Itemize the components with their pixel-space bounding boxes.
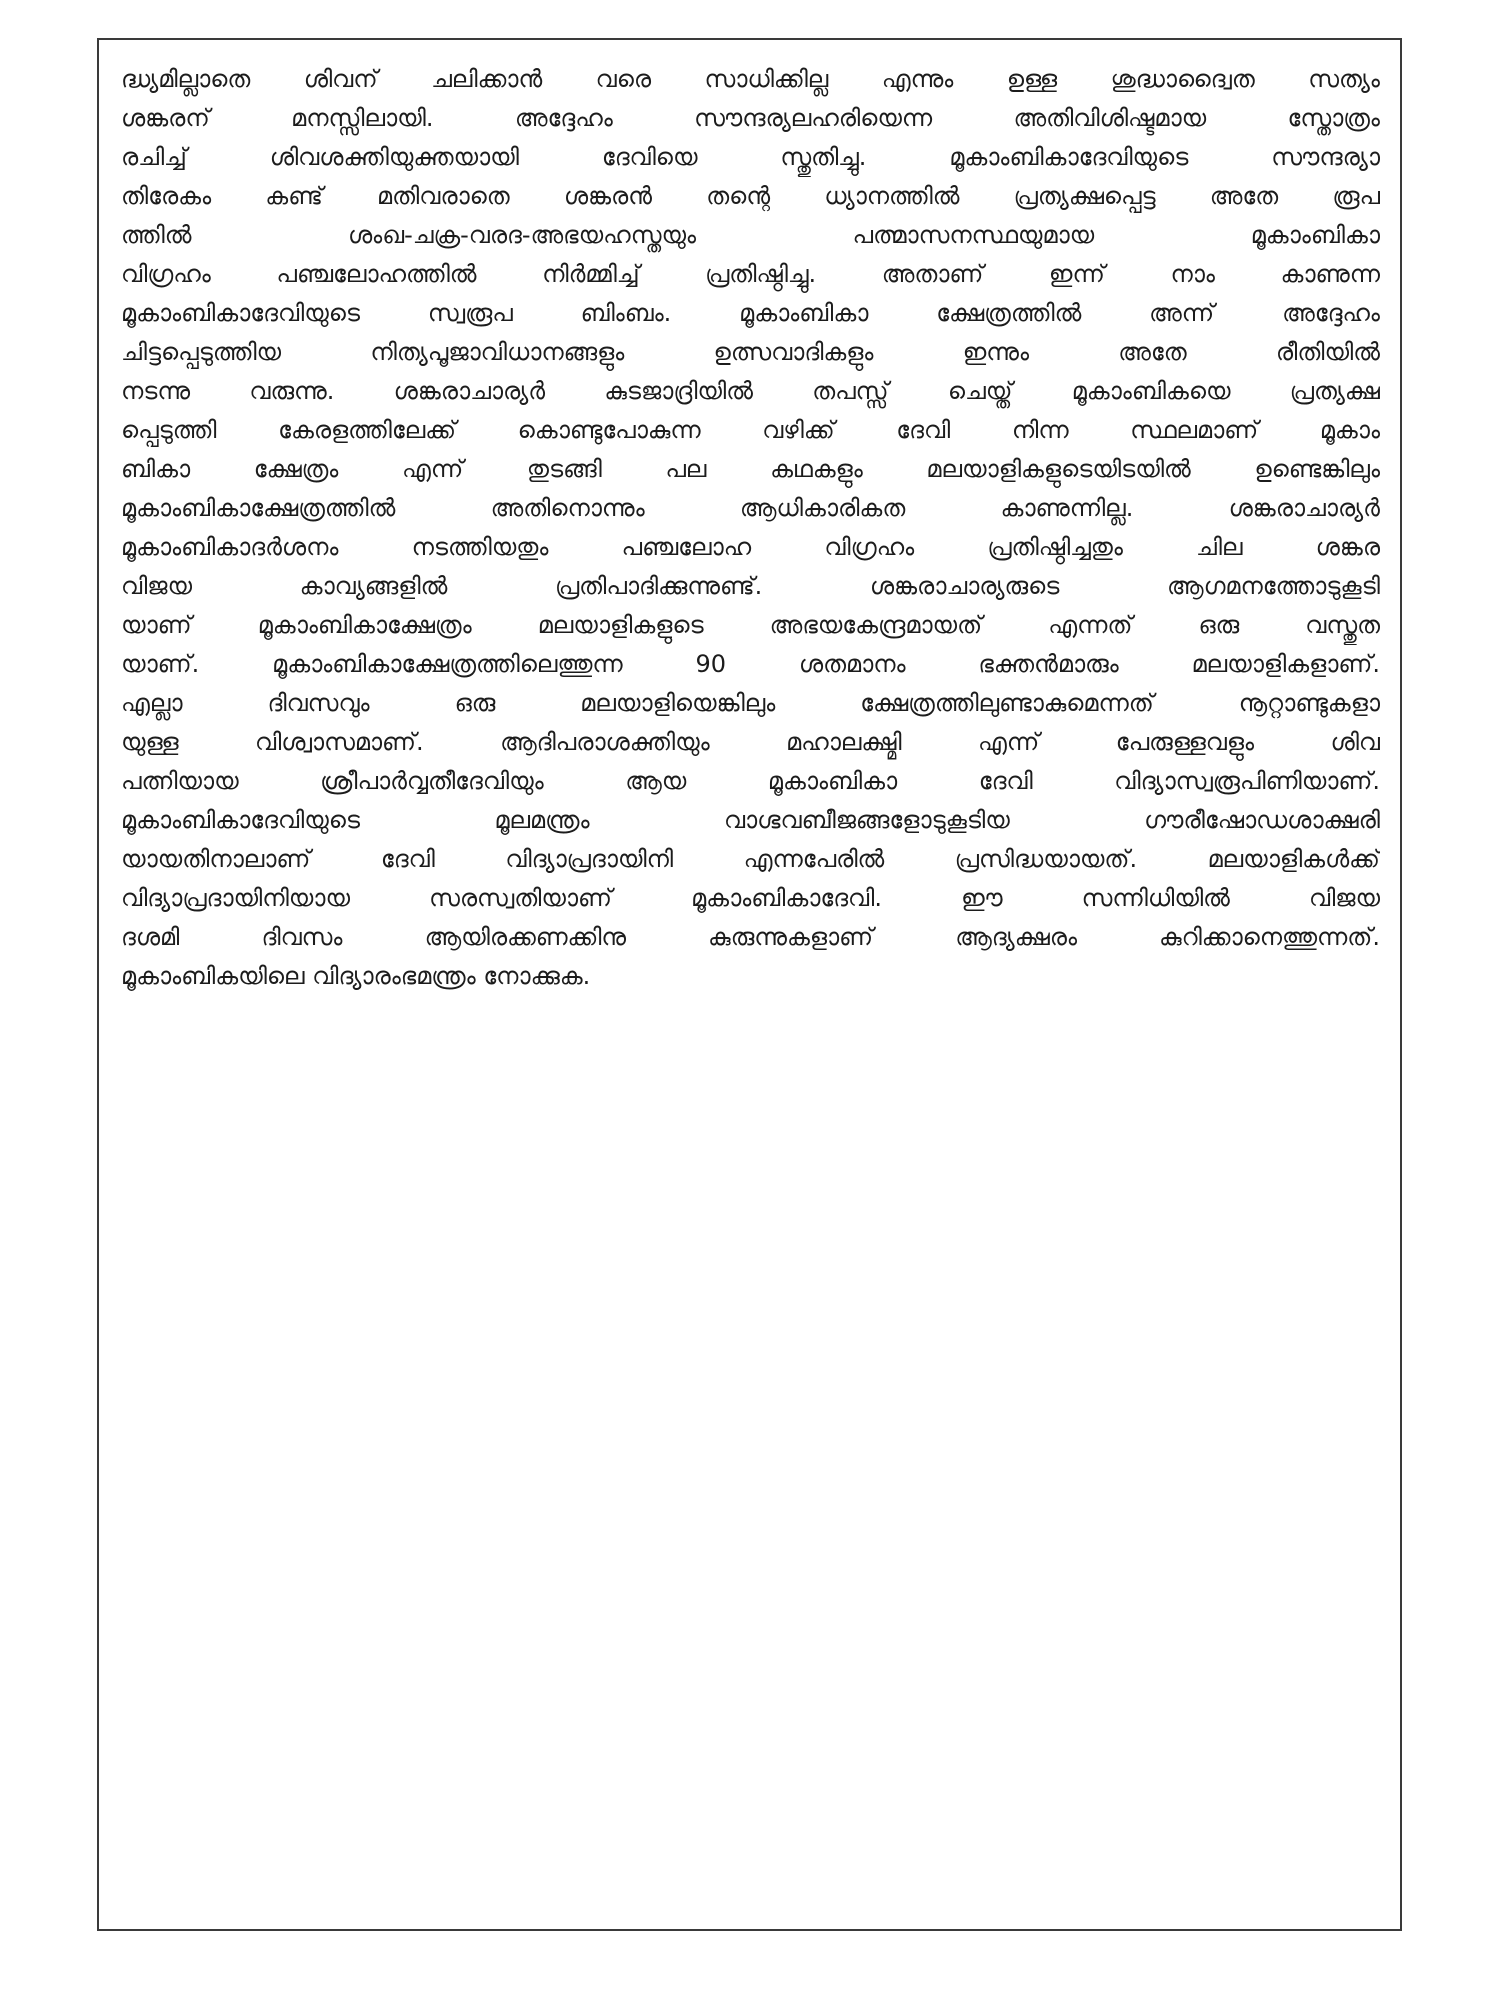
text-line: എല്ലാ ദിവസവും ഒരു മലയാളിയെങ്കിലും ക്ഷേത്രത്തിലുണ്ടാകുമെന്നത് നൂറ്റാണ്ടുകളാ bbox=[121, 689, 1380, 717]
text-line: യാണ് മൂകാംബികാക്ഷേത്രം മലയാളികളുടെ അഭയകേന്ദ്രമായത് എന്നത് ഒരു വസ്തുത bbox=[121, 611, 1380, 639]
page-border-frame bbox=[97, 38, 1402, 1931]
text-line: നടന്നു വരുന്നു. ശങ്കരാചാര്യർ കുടജാദ്രിയിൽ തപസ്സ് ചെയ്ത് മൂകാംബികയെ പ്രത്യക്ഷ bbox=[121, 377, 1380, 405]
text-line: വിദ്യാപ്രദായിനിയായ സരസ്വതിയാണ് മൂകാംബികാദേവി. ഈ സന്നിധിയിൽ വിജയ bbox=[121, 884, 1380, 912]
text-line: മൂകാംബികാക്ഷേത്രത്തിൽ അതിനൊന്നും ആധികാരികത കാണുന്നില്ല. ശങ്കരാചാര്യർ bbox=[121, 494, 1380, 522]
text-line: യുള്ള വിശ്വാസമാണ്. ആദിപരാശക്തിയും മഹാലക്ഷ്മി എന്ന് പേരുള്ളവളും ശിവ bbox=[121, 728, 1380, 756]
text-line: മൂകാംബികാദർശനം നടത്തിയതും പഞ്ചലോഹ വിഗ്രഹം പ്രതിഷ്ഠിച്ചതും ചില ശങ്കര bbox=[121, 533, 1380, 561]
text-line: തിരേകം കണ്ട് മതിവരാതെ ശങ്കരൻ തന്റെ ധ്യാനത്തിൽ പ്രത്യക്ഷപ്പെട്ട അതേ രൂപ bbox=[121, 182, 1380, 210]
text-line: മൂകാംബികയിലെ വിദ്യാരംഭമന്ത്രം നോക്കുക. bbox=[121, 962, 591, 990]
text-line: വിജയ കാവ്യങ്ങളിൽ പ്രതിപാദിക്കുന്നുണ്ട്. ശങ്കരാചാര്യരുടെ ആഗമനത്തോടുകൂടി bbox=[121, 572, 1380, 600]
text-line: ദശമി ദിവസം ആയിരക്കണക്കിനു കുരുന്നുകളാണ് ആദ്യക്ഷരം കുറിക്കാനെത്തുന്നത്. bbox=[121, 923, 1380, 951]
text-line: ദ്ധ്യമില്ലാതെ ശിവന് ചലിക്കാൻ വരെ സാധിക്കില്ല എന്നും ഉള്ള ശുദ്ധാദ്വൈത സത്യം bbox=[121, 65, 1380, 93]
text-line: മൂകാംബികാദേവിയുടെ സ്വരൂപ ബിംബം. മൂകാംബികാ ക്ഷേത്രത്തിൽ അന്ന് അദ്ദേഹം bbox=[121, 299, 1380, 327]
text-line: യാണ്. മൂകാംബികാക്ഷേത്രത്തിലെത്തുന്ന 90 ശതമാനം ഭക്തൻമാരും മലയാളികളാണ്. bbox=[121, 650, 1380, 678]
text-line: രചിച്ച് ശിവശക്തിയുക്തയായി ദേവിയെ സ്തുതിച്ചു. മൂകാംബികാദേവിയുടെ സൗന്ദര്യാ bbox=[121, 143, 1380, 171]
text-line: യായതിനാലാണ് ദേവി വിദ്യാപ്രദായിനി എന്നപേരിൽ പ്രസിദ്ധയായത്. മലയാളികൾക്ക് bbox=[121, 845, 1380, 873]
document-text-body bbox=[121, 60, 1380, 996]
text-line: വിഗ്രഹം പഞ്ചലോഹത്തിൽ നിർമ്മിച്ച് പ്രതിഷ്ഠിച്ചു. അതാണ് ഇന്ന് നാം കാണുന്ന bbox=[121, 260, 1380, 288]
text-line: പ്പെടുത്തി കേരളത്തിലേക്ക് കൊണ്ടുപോകുന്ന വഴിക്ക് ദേവി നിന്ന സ്ഥലമാണ് മൂകാം bbox=[121, 416, 1380, 444]
text-line: ത്തിൽ ശംഖ-ചക്ര-വരദ-അഭയഹസ്തയും പത്മാസനസ്ഥയുമായ മൂകാംബികാ bbox=[121, 221, 1380, 249]
text-line: പത്നിയായ ശ്രീപാർവ്വതീദേവിയും ആയ മൂകാംബികാ ദേവി വിദ്യാസ്വരൂപിണിയാണ്. bbox=[121, 767, 1380, 795]
text-line: ബികാ ക്ഷേത്രം എന്ന് തുടങ്ങി പല കഥകളും മലയാളികളുടെയിടയിൽ ഉണ്ടെങ്കിലും bbox=[121, 455, 1380, 483]
text-line: ചിട്ടപ്പെടുത്തിയ നിത്യപൂജാവിധാനങ്ങളും ഉത്സവാദികളും ഇന്നും അതേ രീതിയിൽ bbox=[121, 338, 1380, 366]
text-line: ശങ്കരന് മനസ്സിലായി. അദ്ദേഹം സൗന്ദര്യലഹരിയെന്ന അതിവിശിഷ്ടമായ സ്തോത്രം bbox=[121, 104, 1380, 132]
text-line: മൂകാംബികാദേവിയുടെ മൂലമന്ത്രം വാഗ്ഭവബീജങ്ങളോടുകൂടിയ ഗൗരീഷോഡശാക്ഷരി bbox=[121, 806, 1380, 834]
